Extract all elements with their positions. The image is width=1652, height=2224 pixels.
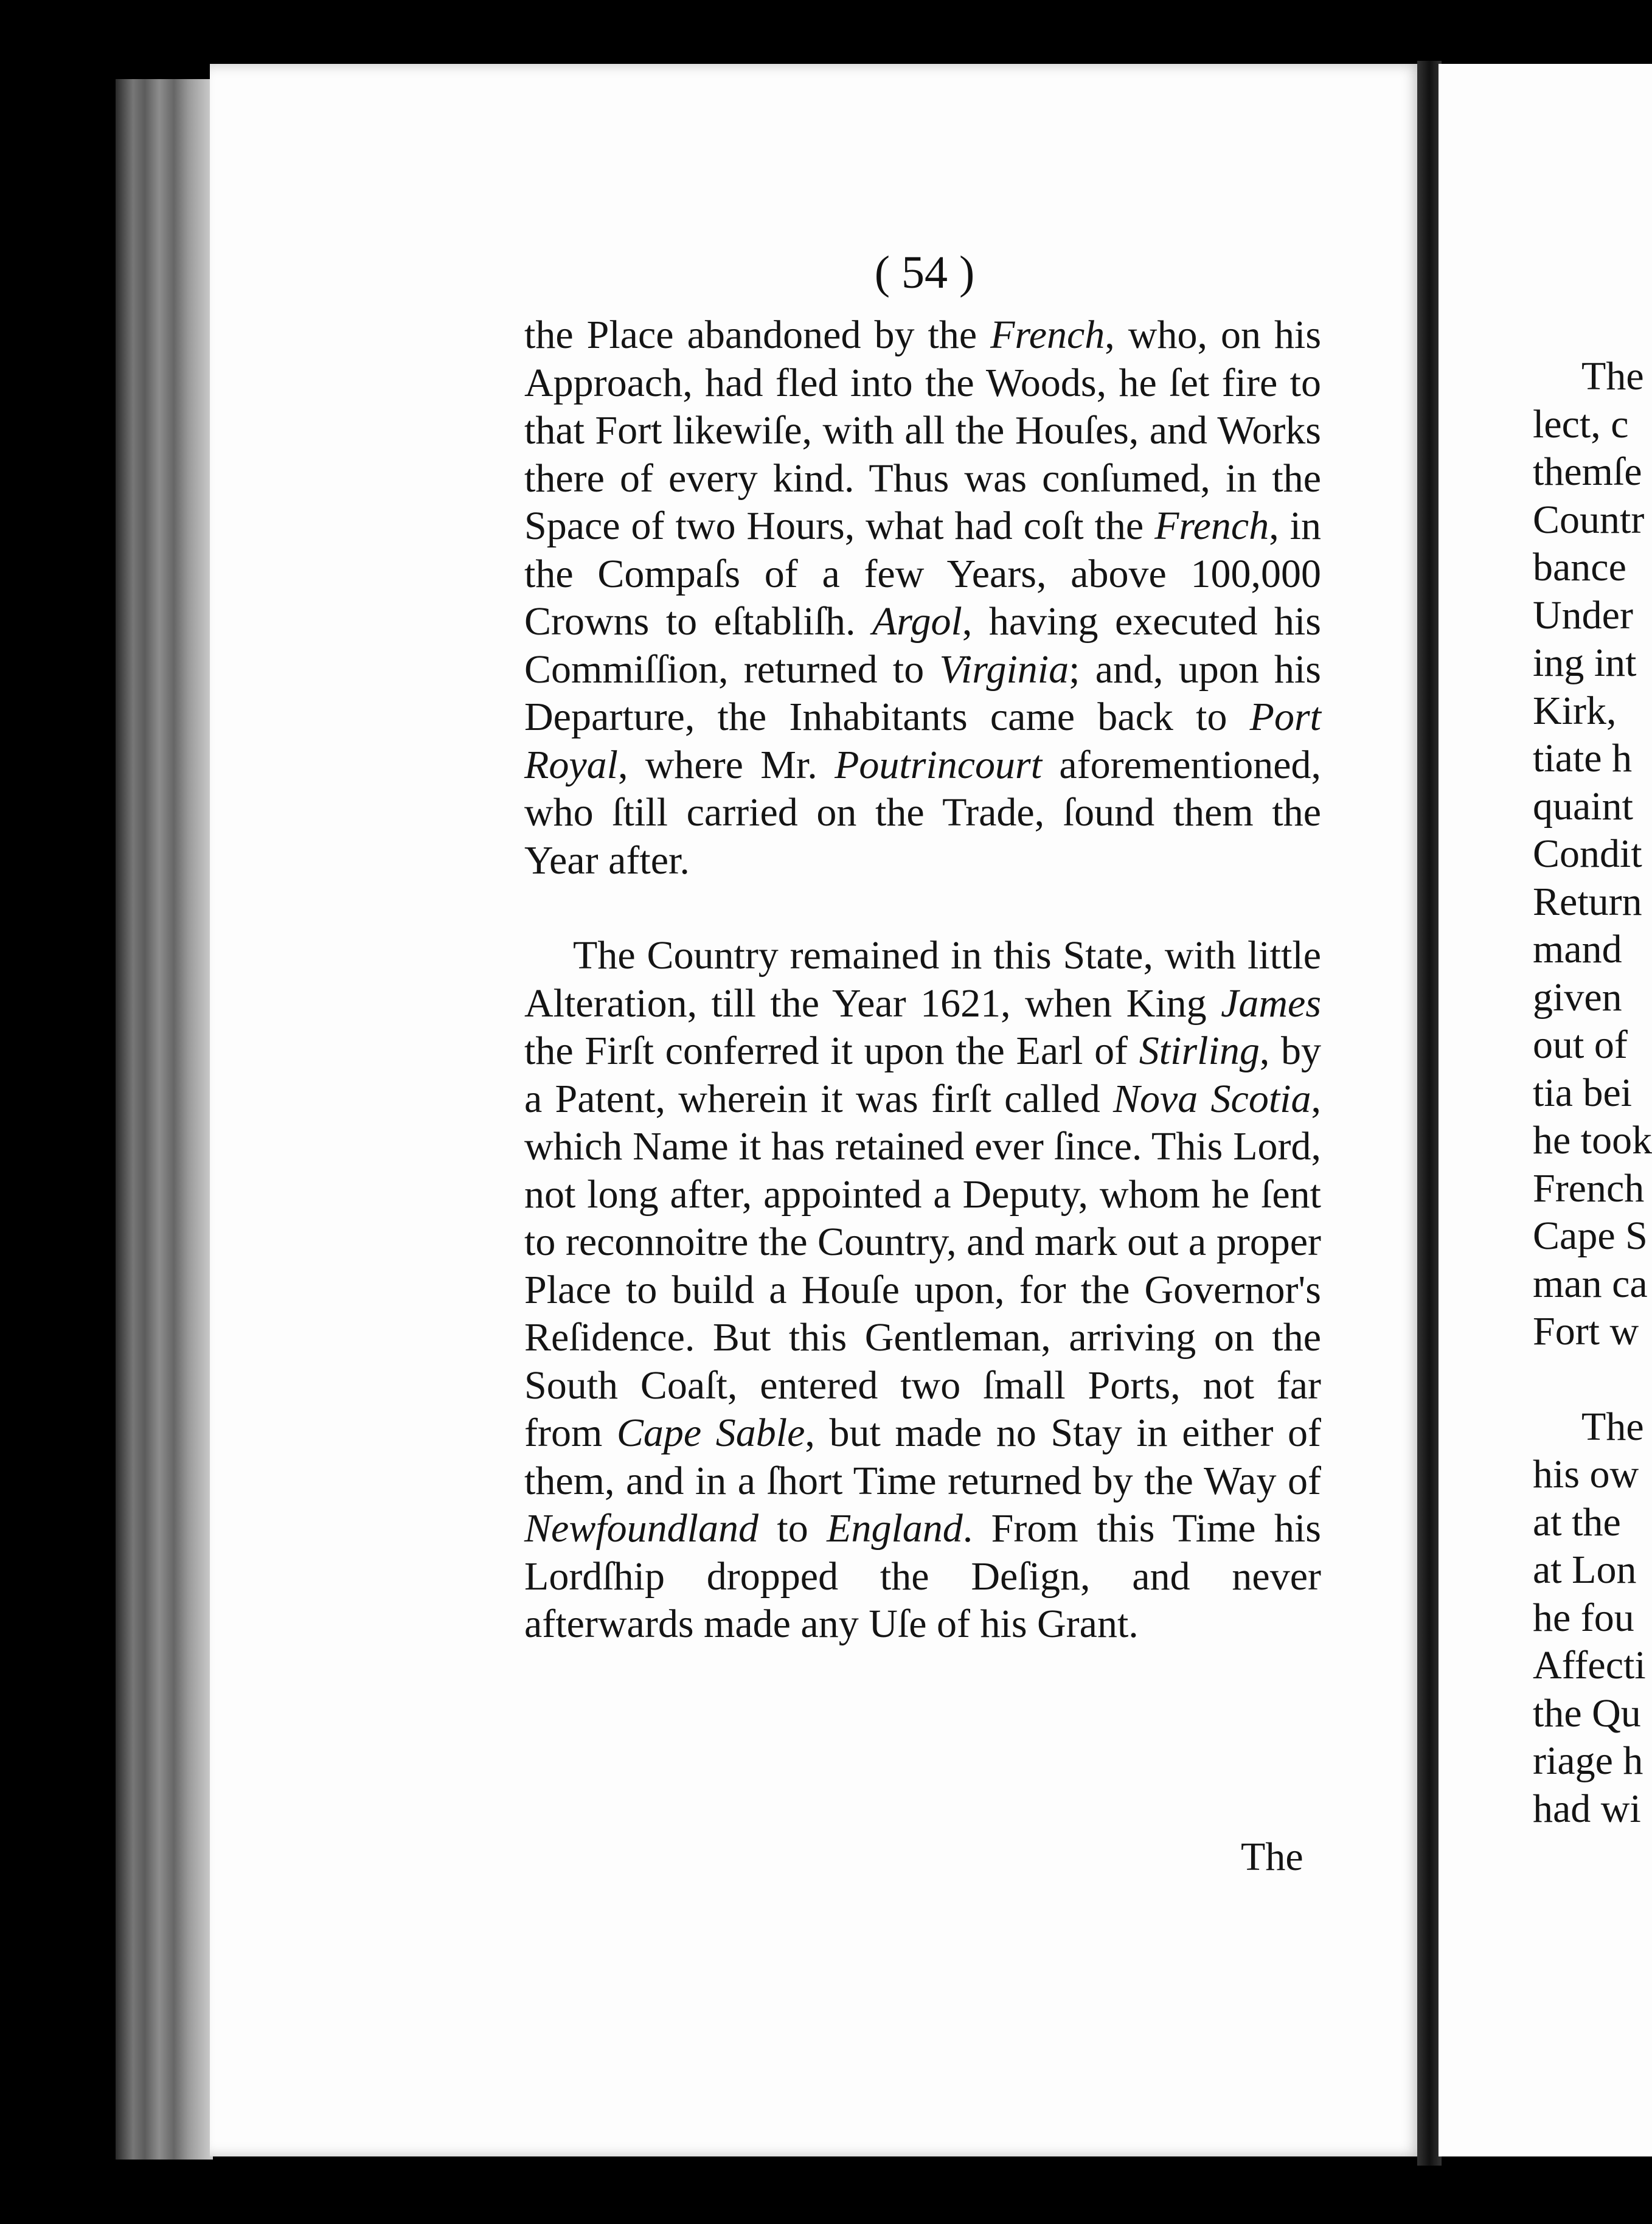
italic-text: Poutrincourt <box>835 742 1043 787</box>
fragment-line: French <box>1533 1166 1645 1211</box>
fragment-line: riage h <box>1533 1739 1643 1783</box>
text-run: the Firſt conferred it upon the Earl of <box>524 1029 1139 1073</box>
book-fore-edge <box>116 79 213 2160</box>
italic-text: Virginia <box>939 647 1069 692</box>
italic-text: England <box>827 1506 963 1551</box>
text-run: , by a Patent, wherein it was firſt called <box>524 1029 1322 1121</box>
text-run: . From this Time his Lordſhip dropped the Deſign, and never afterwards made any Uſe of his Grant. <box>524 1506 1321 1646</box>
text-run: aforementioned, who ſtill carried on the Trade, ſound them the Year after. <box>524 742 1321 883</box>
fragment-line: Return <box>1533 879 1642 924</box>
paragraph-2 <box>524 932 1321 1649</box>
text-run: , having executed his Commiſſion, returned to <box>524 599 1321 692</box>
italic-text: James <box>1221 981 1321 1026</box>
text-run: , who, on his Approach, had fled into the Woods, he ſet fire to that Fort likewiſe, with all the Houſes, and Works there of every kind. Thus was conſumed, in the Space of two Hours, what had coſt the <box>524 313 1322 548</box>
fragment-line: quaint <box>1533 784 1633 829</box>
right-page-text-fragment <box>1533 353 1652 1833</box>
right-fragment-block-2 <box>1533 1403 1652 1833</box>
paragraph-1 <box>524 311 1321 884</box>
fragment-line: had wi <box>1533 1786 1641 1831</box>
fragment-line: at the <box>1533 1499 1621 1545</box>
text-run: The Country remained in this State, with little Alteration, till the Year 1621, when King <box>524 933 1321 1026</box>
text-run: , where Mr. <box>617 742 835 787</box>
text-run: , in the Compaſs of a few Years, above 100,000 Crowns to eſtabliſh. <box>524 504 1321 644</box>
fragment-line: bance <box>1533 545 1626 589</box>
fragment-line: his ow <box>1533 1452 1639 1496</box>
fragment-line: Affecti <box>1533 1643 1646 1687</box>
italic-text: Stirling <box>1139 1029 1260 1073</box>
text-run: ; and, upon his Departure, the Inhabitants came back to <box>524 647 1321 739</box>
text-run: , which Name it has retained ever ſince. This Lord, not long after, appointed a Deputy, whom he ſent to reconnoitre the Country, and mark out a proper Place to build a Houſe upon, for the Governor's Reſidence. But this Gentleman, arriving on the South Coaſt, entered two ſmall Ports, not far from <box>524 1076 1321 1455</box>
fragment-line: Condit <box>1533 832 1642 876</box>
fragment-line: The <box>1581 354 1644 398</box>
fragment-line: Under <box>1533 592 1633 638</box>
fragment-line: lect, c <box>1533 401 1629 447</box>
fragment-line: the Qu <box>1533 1691 1641 1736</box>
fragment-line: ing int <box>1533 641 1637 685</box>
fragment-line: Cape S <box>1533 1214 1648 1258</box>
italic-text: Nova Scotia <box>1112 1076 1311 1121</box>
fragment-line: Fort w <box>1533 1309 1639 1354</box>
fragment-line: mand <box>1533 927 1622 971</box>
fragment-line: out of <box>1533 1023 1628 1067</box>
fragment-line: given <box>1533 975 1622 1020</box>
page-number: ( 54 ) <box>874 247 975 298</box>
paragraph-gap <box>1533 1356 1652 1403</box>
fragment-line: man ca <box>1533 1261 1648 1306</box>
text-run: the Place abandoned by the <box>524 313 991 357</box>
fragment-line: at Lon <box>1533 1548 1637 1592</box>
italic-text: Port Royal <box>524 695 1321 787</box>
text-run: to <box>758 1506 827 1551</box>
italic-text: French <box>1154 504 1269 548</box>
italic-text: Argol <box>872 599 962 644</box>
fragment-line: Countr <box>1533 497 1645 542</box>
fragment-line: themſe <box>1533 450 1642 494</box>
fragment-line: he fou <box>1533 1595 1634 1640</box>
catchword: The <box>1241 1835 1303 1879</box>
italic-text: French <box>990 313 1105 357</box>
italic-text: Cape Sable <box>616 1411 805 1455</box>
fragment-line: he took <box>1533 1118 1652 1162</box>
fragment-line: Kirk, <box>1533 688 1617 733</box>
fragment-line: tia bei <box>1533 1070 1633 1115</box>
fragment-line: The <box>1581 1404 1644 1449</box>
book-gutter <box>1417 61 1442 2166</box>
text-run: , but made no Stay in either of them, and in a ſhort Time returned by the Way of <box>524 1411 1322 1503</box>
left-page-text <box>524 311 1321 1649</box>
fragment-line: tiate h <box>1533 736 1633 780</box>
italic-text: Newfoundland <box>524 1506 759 1551</box>
right-fragment-block-1 <box>1533 353 1652 1356</box>
